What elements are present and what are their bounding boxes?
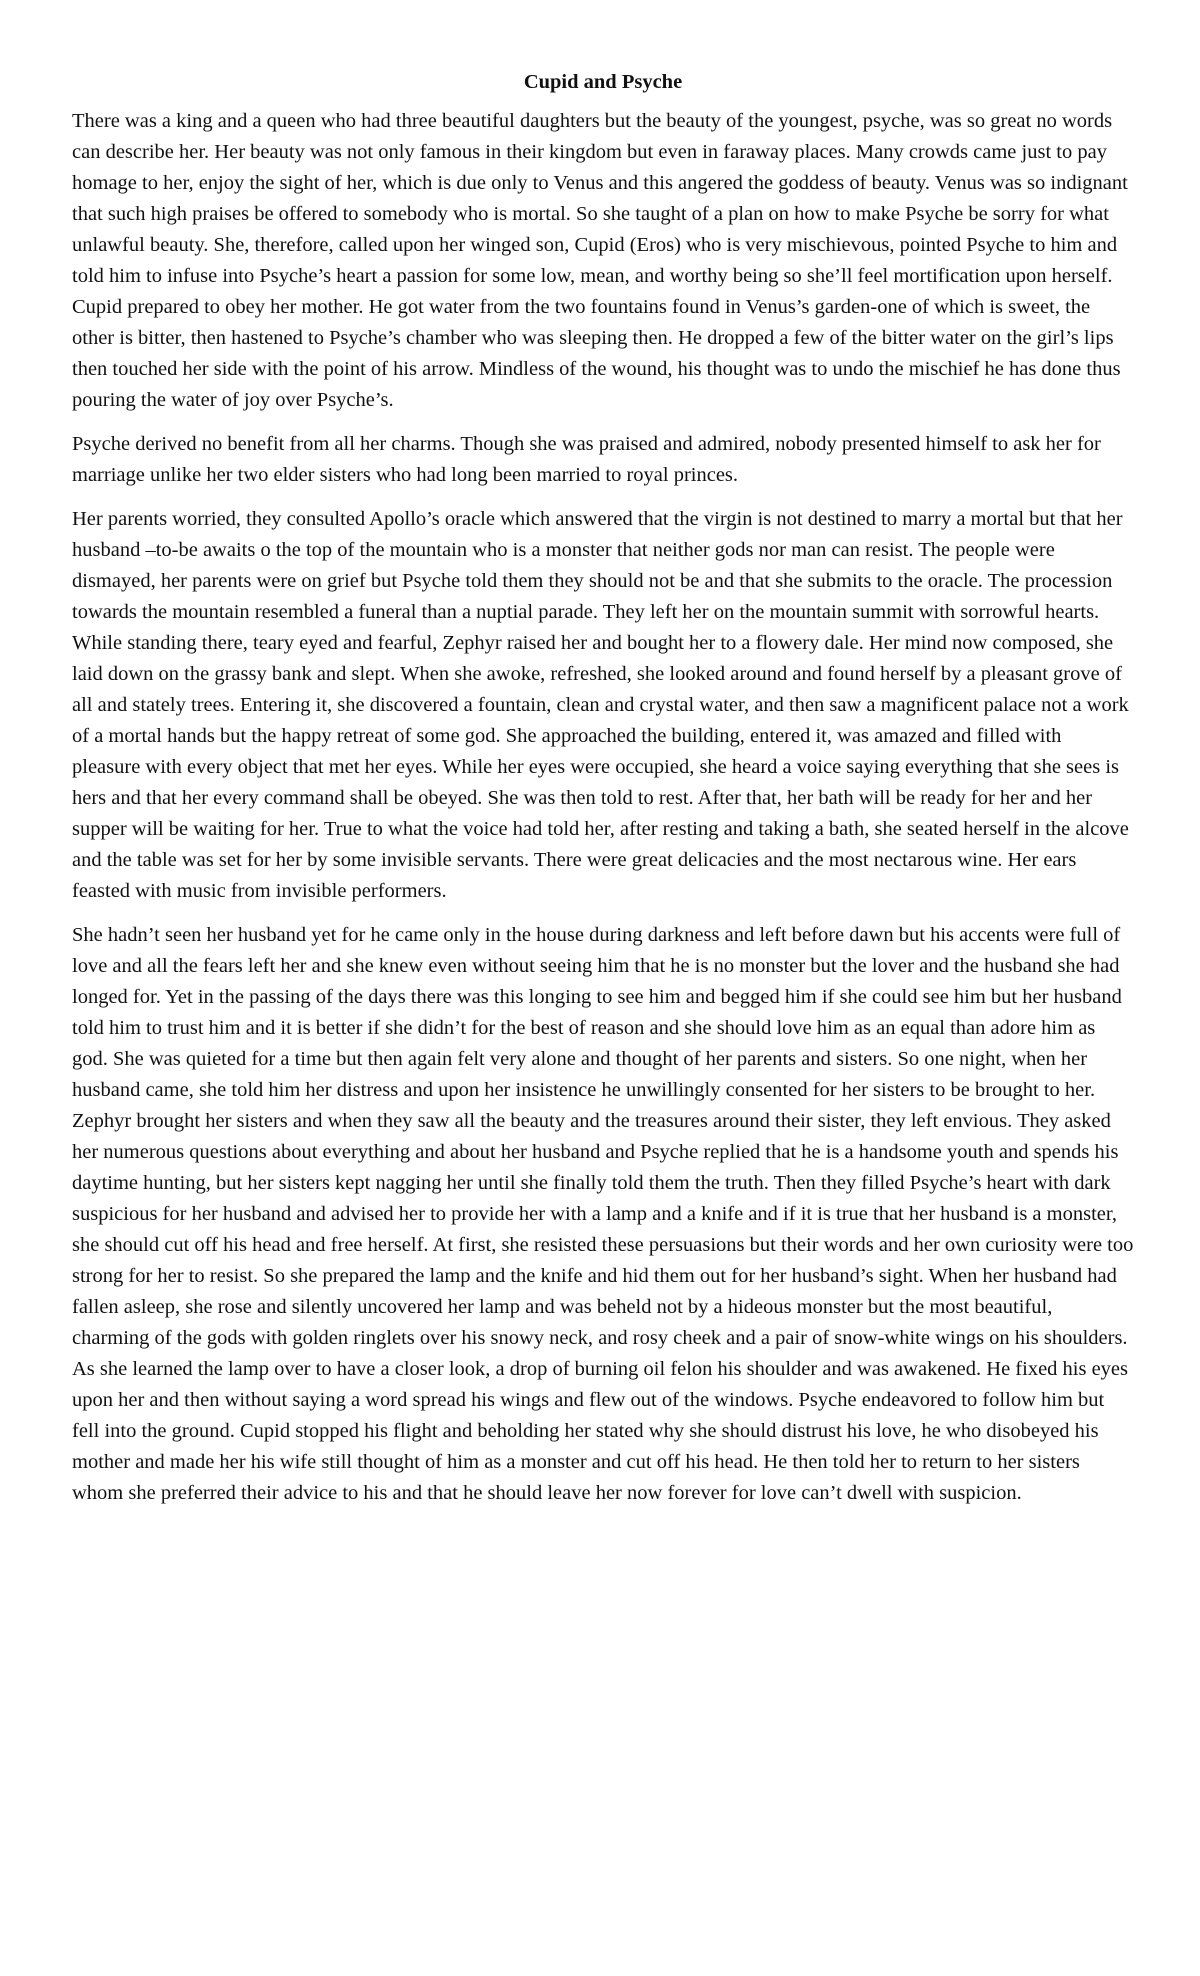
document-page bbox=[72, 68, 1134, 1522]
paragraph-4: She hadn’t seen her husband yet for he came only in the house during darkness and left before dawn but his accents were full of love and all the fears left her and she knew even without seeing him that he is no monster but the lover and the husband she had longed for. Yet in the passing of the days there was this longing to see him and begged him if she could see him but her husband told him to trust him and it is better if she didn’t for the best of reason and she should love him as an equal than adore him as god. She was quieted for a time but then again felt very alone and thought of her parents and sisters. So one night, when her husband came, she told him her distress and upon her insistence he unwillingly consented for her sisters to be brought to her. Zephyr brought her sisters and when they saw all the beauty and the treasures around their sister, they left envious. They asked her numerous questions about everything and about her husband and Psyche replied that he is a handsome youth and spends his daytime hunting, but her sisters kept nagging her until she finally told them the truth. Then they filled Psyche’s heart with dark suspicious for her husband and advised her to provide her with a lamp and a knife and if it is true that her husband is a monster, she should cut off his head and free herself. At first, she resisted these persuasions but their words and her own curiosity were too strong for her to resist. So she prepared the lamp and the knife and hid them out for her husband’s sight. When her husband had fallen asleep, she rose and silently uncovered her lamp and was beheld not by a hideous monster but the most beautiful, charming of the gods with golden ringlets over his snowy neck, and rosy cheek and a pair of snow-white wings on his shoulders. As she learned the lamp over to have a closer look, a drop of burning oil felon his shoulder and was awakened. He fixed his eyes upon her and then without saying a word spread his wings and flew out of the windows. Psyche endeavored to follow him but fell into the ground. Cupid stopped his flight and beholding her stated why she should distrust his love, he who disobeyed his mother and made her his wife still thought of him as a monster and cut off his head. He then told her to return to her sisters whom she preferred their advice to his and that he should leave her now forever for love can’t dwell with suspicion. bbox=[72, 924, 1134, 1504]
paragraph-2: Psyche derived no benefit from all her charms. Though she was praised and admired, nobody presented himself to ask her for marriage unlike her two elder sisters who had long been married to royal princes. bbox=[72, 433, 1101, 486]
paragraph-3: Her parents worried, they consulted Apollo’s oracle which answered that the virgin is not destined to marry a mortal but that her husband –to-be awaits o the top of the mountain who is a monster that neither gods nor man can resist. The people were dismayed, her parents were on grief but Psyche told them they should not be and that she submits to the oracle. The procession towards the mountain resembled a funeral than a nuptial parade. They left her on the mountain summit with sorrowful hearts. While standing there, teary eyed and fearful, Zephyr raised her and bought her to a flowery dale. Her mind now composed, she laid down on the grassy bank and slept. When she awoke, refreshed, she looked around and found herself by a pleasant grove of all and stately trees. Entering it, she discovered a fountain, clean and crystal water, and then saw a magnificent palace not a work of a mortal hands but the happy retreat of some god. She approached the building, entered it, was amazed and filled with pleasure with every object that met her eyes. While her eyes were occupied, she heard a voice saying everything that she sees is hers and that her every command shall be obeyed. She was then told to rest. After that, her bath will be ready for her and her supper will be waiting for her. True to what the voice had told her, after resting and taking a bath, she seated herself in the alcove and the table was set for her by some invisible servants. There were great delicacies and the most nectarous wine. Her ears feasted with music from invisible performers. bbox=[72, 508, 1129, 902]
document-title: Cupid and Psyche bbox=[523, 71, 683, 93]
paragraph-1: There was a king and a queen who had three beautiful daughters but the beauty of the youngest, psyche, was so great no words can describe her. Her beauty was not only famous in their kingdom but even in faraway places. Many crowds came just to pay homage to her, enjoy the sight of her, which is due only to Venus and this angered the goddess of beauty. Venus was so indignant that such high praises be offered to somebody who is mortal. So she taught of a plan on how to make Psyche be sorry for what unlawful beauty. She, therefore, called upon her winged son, Cupid (Eros) who is very mischievous, pointed Psyche to him and told him to infuse into Psyche’s heart a passion for some low, mean, and worthy being so she’ll feel mortification upon herself. Cupid prepared to obey her mother. He got water from the two fountains found in Venus’s garden-one of which is sweet, the other is bitter, then hastened to Psyche’s chamber who was sleeping then. He dropped a few of the bitter water on the girl’s lips then touched her side with the point of his arrow. Mindless of the wound, his thought was to undo the mischief he has done thus pouring the water of joy over Psyche’s. bbox=[72, 110, 1128, 411]
